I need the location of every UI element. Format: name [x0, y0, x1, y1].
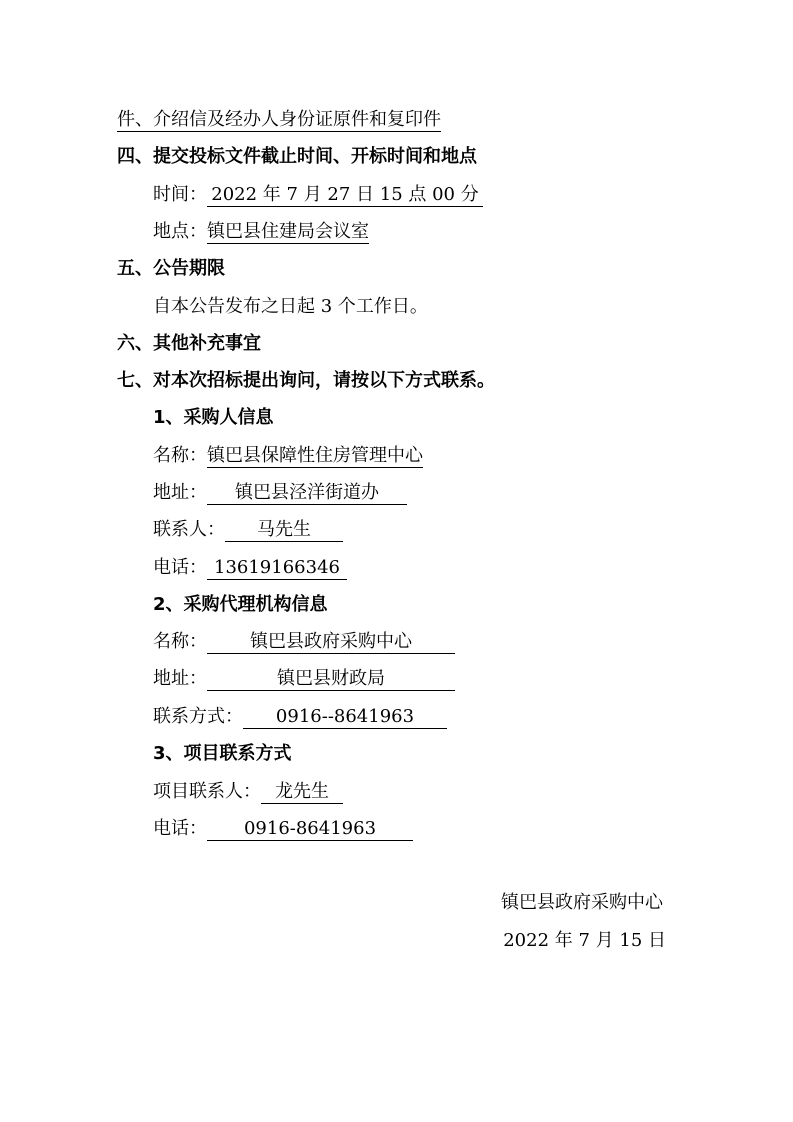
purchaser-name-row	[153, 444, 423, 468]
project-phone-label: 电话：	[153, 818, 207, 839]
deadline-time-row	[153, 183, 483, 207]
purchaser-address-row	[153, 481, 407, 505]
place-label: 地点：	[153, 221, 207, 242]
place-value: 镇巴县住建局会议室	[207, 221, 369, 242]
section6-heading: 六、其他补充事宜	[117, 333, 261, 354]
continuation-text	[117, 108, 441, 132]
purchaser-name-value: 镇巴县保障性住房管理中心	[207, 445, 423, 466]
section7-heading: 七、对本次招标提出询问，请按以下方式联系。	[117, 370, 495, 391]
signature-org: 镇巴县政府采购中心	[501, 892, 663, 913]
agency-address-label: 地址：	[153, 668, 207, 689]
section4-heading: 四、提交投标文件截止时间、开标时间和地点	[117, 146, 477, 167]
project-contact-label: 项目联系人：	[153, 781, 261, 802]
purchaser-phone-row	[153, 556, 347, 580]
purchaser-name-label: 名称：	[153, 445, 207, 466]
agency-name-row	[153, 630, 455, 654]
agency-address-row	[153, 667, 455, 691]
time-label: 时间：	[153, 184, 207, 205]
agency-contact-label: 联系方式：	[153, 706, 243, 727]
project-phone-value: 0916-8641963	[207, 817, 413, 841]
agency-heading: 2、采购代理机构信息	[153, 594, 328, 615]
agency-contact-row	[153, 705, 447, 729]
agency-name-label: 名称：	[153, 631, 207, 652]
agency-name-value: 镇巴县政府采购中心	[207, 630, 455, 654]
signature-date: 2022 年 7 月 15 日	[503, 930, 666, 951]
purchaser-address-label: 地址：	[153, 482, 207, 503]
project-phone-row	[153, 817, 413, 841]
purchaser-address-value: 镇巴县泾洋街道办	[207, 481, 407, 505]
project-contact-value: 龙先生	[261, 780, 343, 804]
agency-contact-value: 0916--8641963	[243, 705, 447, 729]
agency-address-value: 镇巴县财政局	[207, 667, 455, 691]
purchaser-phone-label: 电话：	[153, 557, 207, 578]
purchaser-contact-label: 联系人：	[153, 519, 225, 540]
deadline-place-row	[153, 220, 369, 244]
purchaser-contact-value: 马先生	[225, 518, 343, 542]
project-contact-row	[153, 780, 343, 804]
purchaser-contact-row	[153, 518, 343, 542]
purchaser-phone-value: 13619166346	[207, 556, 347, 580]
continuation-underlined: 件、介绍信及经办人身份证原件和复印件	[117, 109, 441, 130]
section5-heading: 五、公告期限	[117, 258, 225, 279]
time-value: 2022 年 7 月 27 日 15 点 00 分	[207, 183, 483, 207]
project-heading: 3、项目联系方式	[153, 743, 292, 764]
purchaser-heading: 1、采购人信息	[153, 407, 274, 428]
section5-text: 自本公告发布之日起 3 个工作日。	[153, 296, 428, 317]
